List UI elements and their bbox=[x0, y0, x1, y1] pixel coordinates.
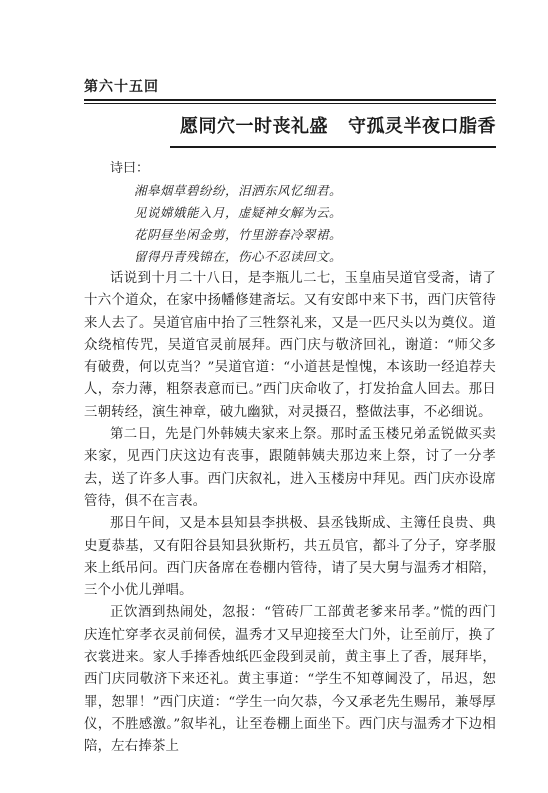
chapter-title bbox=[180, 112, 496, 138]
poem-line: 湘皋烟草碧纷纷，泪洒东风忆细君。 bbox=[134, 183, 343, 198]
title-underline bbox=[170, 146, 496, 148]
paragraph: 正饮酒到热闹处，忽报：“管砖厂工部黄老爹来吊孝。”慌的西门庆连忙穿孝衣灵前伺侯，温秀才又早迎接至大门外，让至前厅，换了衣裳进来。家人手捧香烛纸匹金段到灵前，黄主事上了香，展拜毕，西门庆同敬济下来还礼。黄主事道：“学生不知尊阃没了，吊迟，恕罪，恕罪！”西门庆道：“学生一向欠恭，今又承老先生赐吊，兼辱厚仪，不胜感激。”叙毕礼，让至卷棚上面坐下。西门庆与温秀才下边相陪，左右捧茶上 bbox=[84, 605, 496, 755]
book-page bbox=[84, 0, 496, 793]
paragraph: 话说到十月二十八日，是李瓶儿二七，玉皇庙吴道官受斋，请了十六个道众，在家中扬幡修建斋坛。又有安郎中来下书，西门庆管待来人去了。吴道官庙中抬了三牲祭礼来，又是一匹尺头以为奠仪。道众绕棺传咒，吴道官灵前展拜。西门庆与敬济回礼，谢道：“师父多有破费，何以克当？”吴道官道：“小道甚是惶愧，本该助一经追荐夫人，奈力薄，粗祭表意而已。”西门庆命收了，打发抬盒人回去。那日三朝转经，演生神章，破九幽狱，对灵摄召，整做法事，不必细说。 bbox=[84, 271, 496, 420]
body-text bbox=[84, 158, 496, 759]
poem-line: 见说嫦娥能入月，虚疑神女解为云。 bbox=[134, 205, 343, 220]
chapter-number: 第六十五回 bbox=[84, 79, 159, 95]
header-rule-thin bbox=[84, 103, 496, 104]
header-rule-thick bbox=[84, 99, 496, 101]
chapter-title-part1: 愿同穴一时丧礼盛 bbox=[180, 116, 328, 137]
chapter-title-part2: 守孤灵半夜口脂香 bbox=[348, 116, 496, 137]
poem-line: 留得丹青残锦在，伤心不忍读回文。 bbox=[134, 249, 343, 264]
paragraph: 那日午间，又是本县知县李拱极、县丞钱斯成、主簿任良贵、典史夏恭基，又有阳谷县知县狄斯朽，共五员官，都斗了分子，穿孝服来上纸吊问。西门庆备席在卷棚内管待，请了吴大舅与温秀才相陪，三个小优儿弹唱。 bbox=[84, 516, 496, 599]
poem-line: 花阴昼坐闲金剪，竹里游春冷翠裙。 bbox=[134, 227, 343, 242]
paragraph: 第二日，先是门外韩姨夫家来上祭。那时孟玉楼兄弟孟锐做买卖来家，见西门庆这边有丧事，跟随韩姨夫那边来上祭，讨了一分孝去，送了许多人事。西门庆叙礼，进入玉楼房中拜见。西门庆亦设席管待，俱不在言表。 bbox=[84, 427, 496, 509]
poem-intro: 诗曰： bbox=[110, 161, 150, 176]
